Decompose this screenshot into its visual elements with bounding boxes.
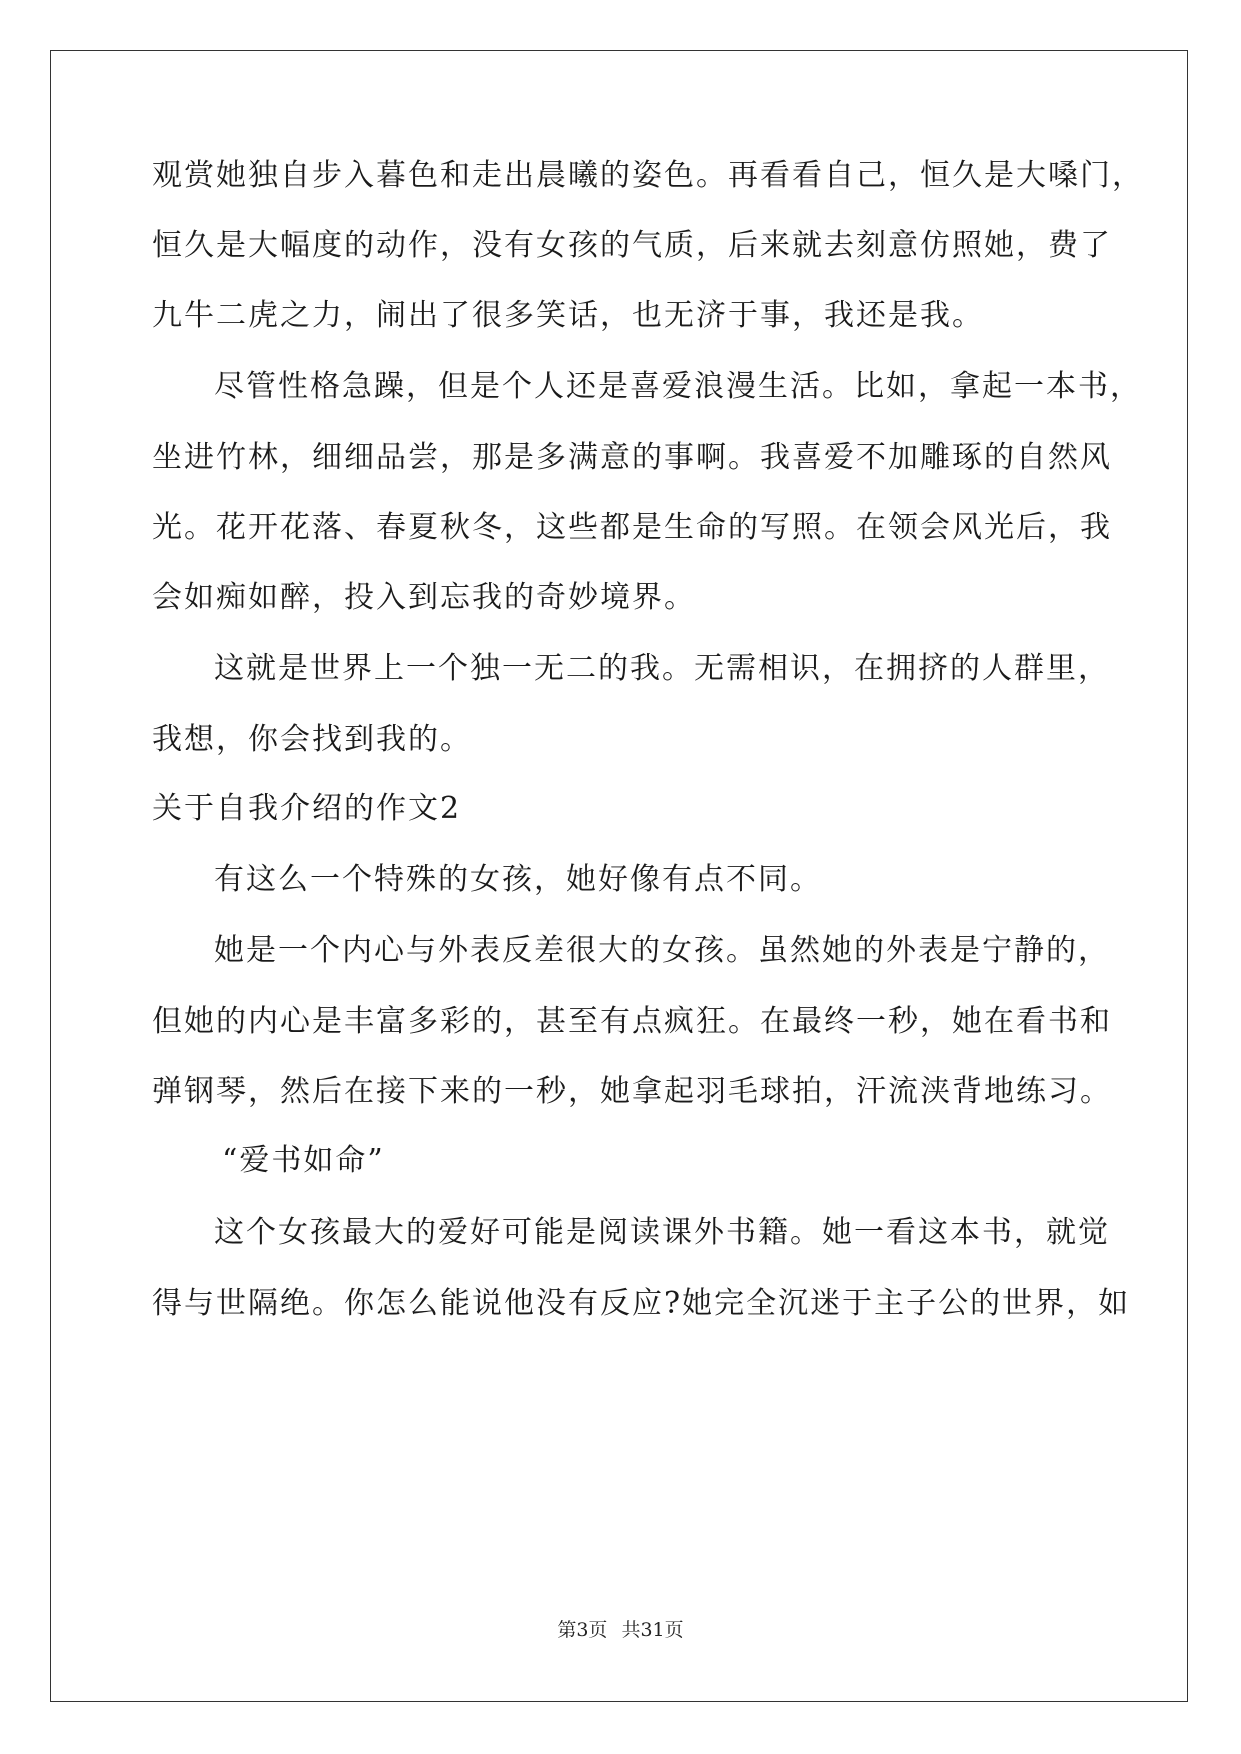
body-line: 我想，你会找到我的。 [152, 722, 472, 757]
body-line: 恒久是大幅度的动作，没有女孩的气质，后来就去刻意仿照她，费了 [152, 228, 1112, 263]
body-line: 观赏她独自步入暮色和走出晨曦的姿色。再看看自己，恒久是大嗓门， [152, 158, 1144, 193]
body-line: 坐进竹林，细细品尝，那是多满意的事啊。我喜爱不加雕琢的自然风 [152, 440, 1112, 475]
body-line: 光。花开花落、春夏秋冬，这些都是生命的写照。在领会风光后，我 [152, 510, 1112, 545]
body-line: 她是一个内心与外表反差很大的女孩。虽然她的外表是宁静的， [214, 933, 1110, 968]
body-line: 九牛二虎之力，闹出了很多笑话，也无济于事，我还是我。 [152, 298, 984, 333]
body-line: 会如痴如醉，投入到忘我的奇妙境界。 [152, 580, 696, 615]
page-total: 共31页 [621, 1619, 684, 1641]
section-heading: 关于自我介绍的作文2 [152, 791, 462, 826]
body-line: 这个女孩最大的爱好可能是阅读课外书籍。她一看这本书，就觉 [214, 1215, 1110, 1250]
body-line: 弹钢琴，然后在接下来的一秒，她拿起羽毛球拍，汗流浃背地练习。 [152, 1074, 1112, 1109]
body-line: 这就是世界上一个独一无二的我。无需相识，在拥挤的人群里， [214, 651, 1110, 686]
body-line: 得与世隔绝。你怎么能说他没有反应?她完全沉迷于主子公的世界，如 [152, 1286, 1131, 1321]
page-number: 第3页 [557, 1619, 608, 1641]
body-line: 但她的内心是丰富多彩的，甚至有点疯狂。在最终一秒，她在看书和 [152, 1004, 1112, 1039]
body-line: 尽管性格急躁，但是个人还是喜爱浪漫生活。比如，拿起一本书， [214, 369, 1142, 404]
sub-heading: “爱书如命” [222, 1143, 385, 1178]
body-line: 有这么一个特殊的女孩，她好像有点不同。 [214, 862, 822, 897]
page-footer [0, 1618, 1241, 1642]
